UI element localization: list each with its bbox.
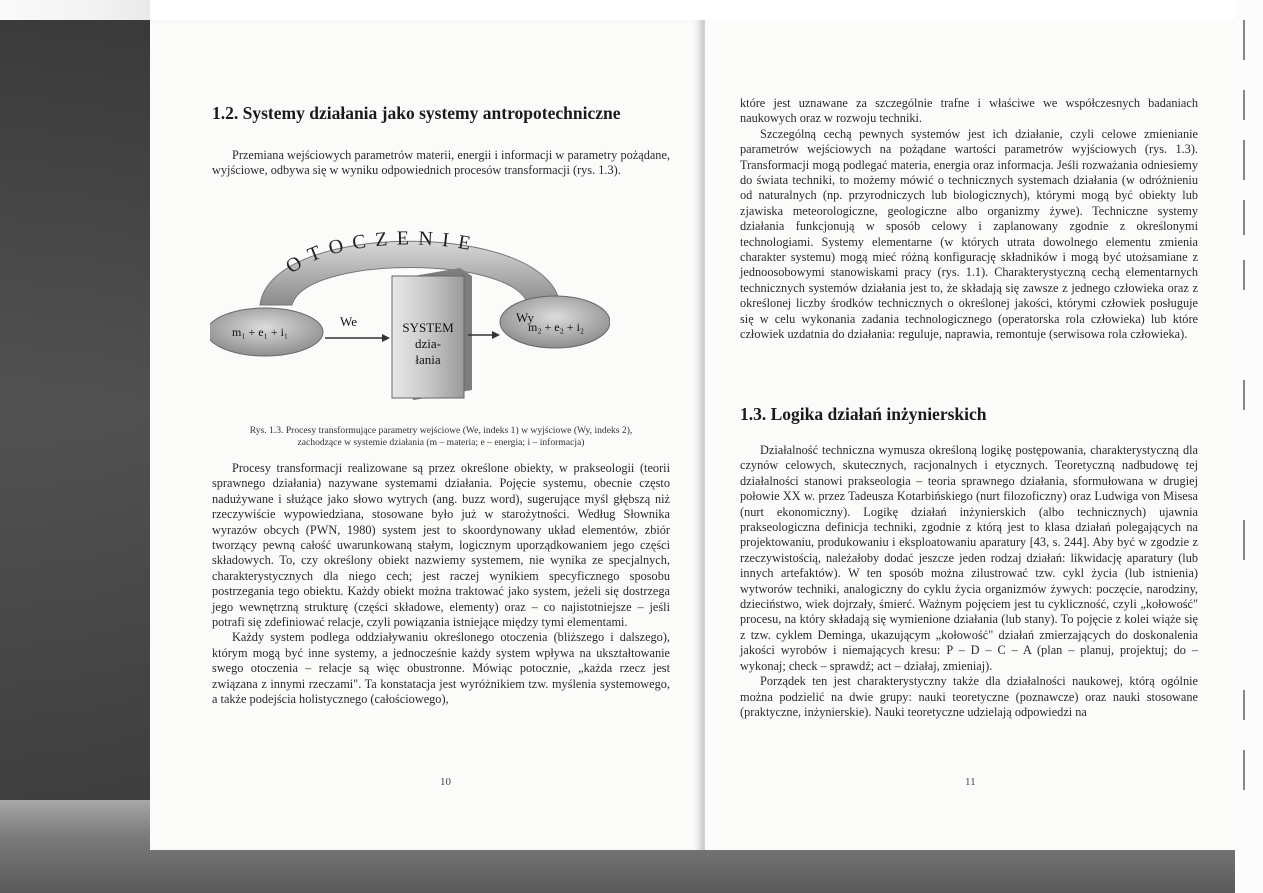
edge-mark xyxy=(1243,380,1245,410)
caption-line-1: Rys. 1.3. Procesy transformujące parametry wejściowe (We, indeks 1) w wyjściowe (Wy, indeks 2), xyxy=(249,425,633,436)
right-paragraph-3: Porządek ten jest charakterystyczny także dla działalności naukowej, którą ogólnie można podzielić na dwie grupy: nauki teoretyczne (poznawcze) oraz nauki stosowane (praktyczne, inżynierskie). Nauki teoretyczne udzielają odpowiedzi na xyxy=(740,674,1198,719)
left-paragraph-1: Procesy transformacji realizowane są przez określone obiekty, w prakseologii (teorii sprawnego działania) nazywane systemami działania. Pojęcie systemu, obecnie często nadużywane i służące jako słowo wytrych (ang. buzz word), sugerujące myśl głębszą niż rzeczywiście wypowiedziana, stosowane było już w starożytności. Według Słownika wyrazów obcych (PWN, 1980) system jest to skoordynowany układ elementów, zbiór tworzący pewną całość uwarunkowaną stałym, logicznym uporządkowaniem jego części składowych. To, czy określony obiekt nazwiemy systemem, nie wynika ze specjalnych, charakterystycznych dla niego cech; jest raczej wynikiem specyficznego sposobu postrzegania tego obiektu. Każdy obiekt można traktować jako system, jeżeli się dostrzega jego wewnętrzną strukturę (części składowe, elementy) oraz – co najistotniejsze – jeśli potrafi się zdefiniować relacje, czyli powiązania istniejące między tymi elementami. xyxy=(212,461,670,630)
edge-mark xyxy=(1243,140,1245,180)
input-label: We xyxy=(340,314,357,329)
edge-mark xyxy=(1243,260,1245,290)
section-heading-1-2: 1.2. Systemy działania jako systemy antropotechniczne xyxy=(212,103,621,123)
caption-line-2: zachodzące w systemie działania (m – materia; e – energia; i – informacja) xyxy=(297,437,585,448)
output-formula: m₂ + e₂ + i₂ xyxy=(528,320,585,334)
intro-paragraph xyxy=(212,148,670,179)
system-diagram xyxy=(210,210,610,410)
output-arrowhead xyxy=(492,331,500,339)
left-paragraph-2: Każdy system podlega oddziaływaniu określonego otoczenia (bliższego i dalszego), którym mogą być inne systemy, a jednocześnie każdy system wpływa na ukształtowanie swego otoczenia – relacje są więc obustronne. Mówiąc potocznie, „każda rzecz jest związana z innymi rzeczami". Ta konstatacja jest wyróżnikiem tzw. myślenia systemowego, a także podejścia holistycznego (całościowego), xyxy=(212,630,670,707)
right-paragraph-2: Działalność techniczna wymusza określoną logikę postępowania, charakterystyczną dla czynów celowych, skutecznych, racjonalnych i etycznych. Teoretyczną nadbudowę tej działalności stanowi prakseologia – teoria sprawnego działania, sformułowana w drugiej połowie XX w. przez Tadeusza Kotarbińskiego (nurt filozoficzny) oraz Ludwiga von Misesa (nurt ekonomiczny). Logikę działań inżynierskich (albo technicznych) ujawnia prakseologiczna definicja techniki, zgodnie z którą jest to klasa działań polegających na projektowaniu, produkowaniu i eksploatowaniu aparatury [43, s. 244]. Aby być w zgodzie z rzeczywistością, należałoby dodać jeszcze jeden rodzaj działań: likwidację aparatury (lub innych artefaktów). W ten sposób można zilustrować tzw. cykl życia (lub istnienia) wytworów techniki, analogiczny do cyklu życia organizmów żywych: poczęcie, narodziny, dzieciństwo, wiek dojrzały, śmierć. Ważnym pojęciem jest tu cykliczność, czyli „kołowość" procesu, na który składają się wymienione działania (lub stany). To pojęcie z kolei wiąże się z tzw. cyklem Deminga, ukazującym „kołowość" działań zmierzających do doskonalenia jakości wyrobów i niemających kresu: P – D – C – A (plan – planuj, projektuj; do – wykonaj; check – sprawdź; act – działaj, zmieniaj). xyxy=(740,443,1198,673)
box-label-line3: łania xyxy=(415,352,441,367)
output-label: Wy xyxy=(516,310,534,325)
edge-mark xyxy=(1243,690,1245,720)
edge-mark xyxy=(1243,520,1245,560)
edge-mark xyxy=(1243,20,1245,60)
page-number-right: 11 xyxy=(965,776,976,788)
right-paragraph-1: Szczególną cechą pewnych systemów jest ich działanie, czyli celowe zmienianie parametrów wejściowych na pożądane wartości parametrów wyjściowych (rys. 1.3). Transformacji mogą podlegać materia, energia oraz informacja. Jeśli rozważania odniesiemy do świata techniki, to możemy mówić o technicznych systemach działania (w odróżnieniu od naturalnych (np. przyrodniczych lub biologicznych), którymi mogą być obiekty lub zjawiska meteorologiczne, geologiczne albo organizmy żywe). Techniczne systemy działania funkcjonują w sposób celowy i zaplanowany zgodnie z określonymi technologiami. Systemy elementarne (w których utrata dowolnego elementu zmienia charakter systemu) mogą mieć różną konfigurację składników i mogą być utożsamiane z jednoosobowymi stanowiskami pracy (rys. 1.1). Charakterystyczną cechą elementarnych technicznych systemów działania jest to, że składają się zawsze z jednego człowieka oraz z określonej liczby środków technicznych o określonej jakości, którymi człowiek posługuje się w celu wykonania zadania technologicznego (operatorska rola człowieka) lub które człowiek uzdatnia do działania: reguluje, naprawia, remontuje (serwisowa rola człowieka). xyxy=(740,126,1198,342)
edge-mark xyxy=(1243,200,1245,235)
figure-caption xyxy=(212,425,670,449)
box-label-line2: dzia- xyxy=(415,336,441,351)
page-number-left: 10 xyxy=(440,776,451,788)
left-body-text xyxy=(212,461,670,708)
right-body-top xyxy=(740,96,1198,343)
edge-mark xyxy=(1243,90,1245,120)
edge-mark xyxy=(1243,750,1245,790)
right-body-bottom xyxy=(740,443,1198,720)
right-paragraph-0: które jest uznawane za szczególnie trafne i właściwe we współczesnych badaniach naukowych oraz w rozwoju techniki. xyxy=(740,96,1198,126)
intro-text: Przemiana wejściowych parametrów materii, energii i informacji w parametry pożądane, wyjściowe, odbywa się w wyniku odpowiednich procesów transformacji (rys. 1.3). xyxy=(212,148,670,178)
box-label-line1: SYSTEM xyxy=(402,320,454,335)
scan-right-edge xyxy=(1235,0,1263,893)
scan-left-dark-edge xyxy=(0,20,150,800)
section-heading-1-3: 1.3. Logika działań inżynierskich xyxy=(740,404,987,424)
figure-1-3 xyxy=(210,210,610,410)
input-formula: m₁ + e₁ + i₁ xyxy=(232,325,289,339)
arc-label: O T O C Z E N I E xyxy=(281,227,475,279)
input-arrowhead xyxy=(382,334,390,342)
